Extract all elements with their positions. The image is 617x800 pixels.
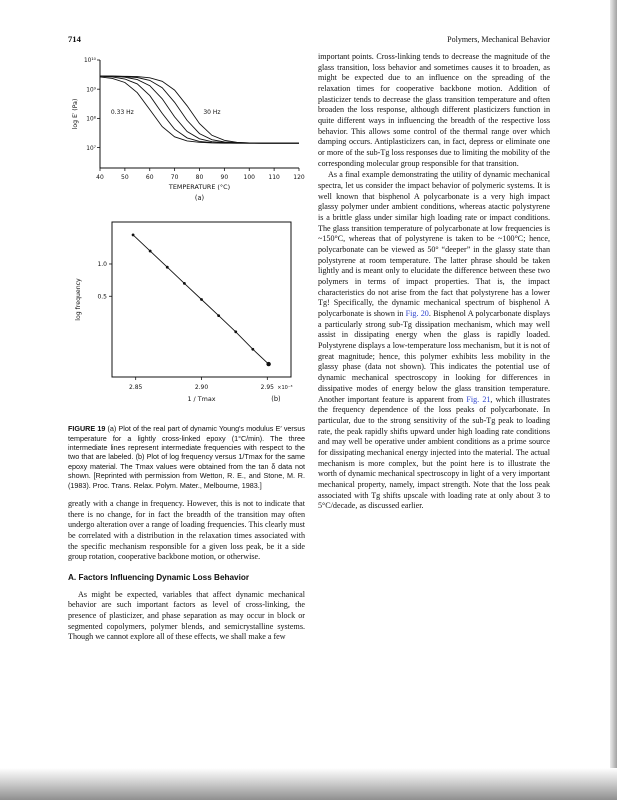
body-paragraph: As might be expected, variables that affect dynamic mechanical behavior are such important factors as level of cross-linking, the presence of plasticizer, and phase separation as may occur in block or segmented copolymers, polymer blends, and semicrystalline systems. Though we cannot explore all of these effects, we shall make a few: [68, 589, 305, 642]
svg-text:10⁸: 10⁸: [86, 116, 96, 123]
svg-text:2.85: 2.85: [129, 383, 143, 391]
svg-text:120: 120: [293, 174, 305, 181]
svg-text:100: 100: [243, 174, 255, 181]
fig-20-link[interactable]: Fig. 20: [405, 309, 429, 319]
svg-text:×10⁻³: ×10⁻³: [277, 384, 293, 391]
svg-text:10⁷: 10⁷: [86, 145, 96, 152]
figure-caption-label: FIGURE 19: [68, 424, 106, 434]
figure-caption-text: (a) Plot of the real part of dynamic Young's modulus E′ versus temperature for a lightly cross-linked epoxy (1°C/min). The three intermediate lines represent intermediate frequencies with respect to the two that are labeled. (b) Plot of log frequency versus 1/Tmax for the same epoxy material. The Tmax values were obtained from the tan δ data not shown. [Reprinted with permission from Wetton, R. E., and Stone, M. R. (1983). Proc. Trans. Relax. Polym. Mater., Melbourne, 1983.]: [68, 424, 305, 490]
body-paragraph: important points. Cross-linking tends to decrease the magnitude of the glass transition, loss behavior and sometimes causes it to broaden, as might be expected due to an influence on the spreading of the relaxation times for cooperative backbone motion. Addition of plasticizer tends to decrease the glass transition temperature and often broaden the loss response, although different plasticizers function in quite different ways in influencing the breadth of the respective loss behavior. This allows some control of the thermal range over which damping occurs. Antiplasticizers can, in fact, depress or eliminate one or more of the sub-Tg loss responses due to limiting the mobility of the corresponding molecular group responsible for that transition.: [318, 52, 550, 168]
svg-text:10⁹: 10⁹: [86, 87, 96, 94]
page-header: [68, 34, 550, 44]
scan-edge-right: [610, 0, 617, 800]
svg-text:110: 110: [268, 174, 280, 181]
svg-text:(a): (a): [194, 194, 205, 202]
right-column: [318, 52, 550, 513]
body-paragraph: greatly with a change in frequency. However, this is not to indicate that there is no change, for in fact the breadth of the transition may often undergo alteration over a range of loading frequencies. This clearly must be correlated with a distribution in the relaxation times associated with the specific mechanism responsible for a given loss peak, be it a side group rotation, cooperative backbone motion, or otherwise.: [68, 498, 305, 562]
svg-text:10¹⁰: 10¹⁰: [83, 58, 96, 65]
svg-text:1.0: 1.0: [97, 260, 107, 268]
svg-text:1 / Tmax: 1 / Tmax: [187, 394, 216, 403]
svg-text:50: 50: [121, 174, 129, 181]
section-heading: A. Factors Influencing Dynamic Loss Behavior: [68, 572, 250, 582]
svg-text:0.5: 0.5: [97, 293, 107, 301]
figure-caption: [68, 424, 305, 490]
svg-text:30 Hz: 30 Hz: [203, 109, 221, 116]
figure-19a-modulus-chart: [68, 52, 305, 208]
svg-text:90: 90: [220, 174, 229, 181]
svg-text:60: 60: [145, 174, 154, 181]
page-number: 714: [68, 34, 81, 44]
svg-text:2.90: 2.90: [194, 383, 209, 391]
svg-text:log E′ (Pa): log E′ (Pa): [72, 98, 79, 130]
svg-text:2.95: 2.95: [260, 383, 274, 391]
svg-text:(b): (b): [271, 394, 281, 403]
body-paragraph: As a final example demonstrating the utility of dynamic mechanical spectra, let us consider the impact behavior of polymeric systems. It is well known that bisphenol A polycarbonate is a very high impact glassy polymer under ambient conditions, whereas atactic polystyrene is a brittle glass under similar high loading rate or impact conditions. The glass transition temperature of polycarbonate at low frequencies is ~150°C, whereas that of polystyrene is taken to be ~100°C; hence, polycarbonate can be viewed as 50° “deeper” in the glassy state than polystyrene at room temperature. The latter phrase should be taken lightly and is meant only to elucidate the difference between these two polymers in terms of impact properties. That is, the impact characteristics do not arise from the fact that polystyrene has a lower Tg! Specifically, the dynamic mechanical spectrum of bisphenol A polycarbonate is shown in Fig. 20. Bisphenol A polycarbonate displays a particularly strong sub-Tg dissipation mechanism, which may well assist in dissipating energy when the glass is rapidly loaded. Polystyrene displays a low-temperature loss mechanism, but it is not of great magnitude; hence, this polymer exhibits less mobility in the glassy phase (data not shown). This indicates the potential use of dynamic mechanical spectroscopy in looking for differences in dissipative modes of energy below the glass transition temperature. Another important feature is apparent from Fig. 21, which illustrates the frequency dependence of the loss peaks of polycarbonate. In particular, due to the strong sensitivity of the sub-Tg peak to loading rate, the peak rapidly shifts upward under high loading rate conditions and may well be operative under ambient conditions as a prime source for dissipating mechanical energy injected into the material. The actual mechanism is more complex, but the point here is to illustrate the worth of dynamic mechanical spectroscopy in light of a very important mechanical property, namely, impact strength. Note that the loss peak associated with Tg shifts upscale with loading rate at only about 3 to 5°C/decade, as discussed earlier.: [318, 170, 550, 511]
fig-21-link[interactable]: Fig. 21: [466, 394, 491, 404]
svg-text:40: 40: [96, 174, 104, 181]
figure-19b-arrhenius-chart: [68, 212, 305, 421]
left-column: [68, 52, 305, 644]
svg-text:log frequency: log frequency: [75, 277, 82, 321]
scan-shadow-bottom: [0, 768, 617, 800]
svg-text:70: 70: [170, 174, 179, 181]
svg-text:80: 80: [195, 174, 204, 181]
running-title: Polymers, Mechanical Behavior: [447, 35, 550, 44]
svg-text:TEMPERATURE (°C): TEMPERATURE (°C): [168, 183, 231, 191]
svg-text:0.33 Hz: 0.33 Hz: [110, 109, 134, 116]
